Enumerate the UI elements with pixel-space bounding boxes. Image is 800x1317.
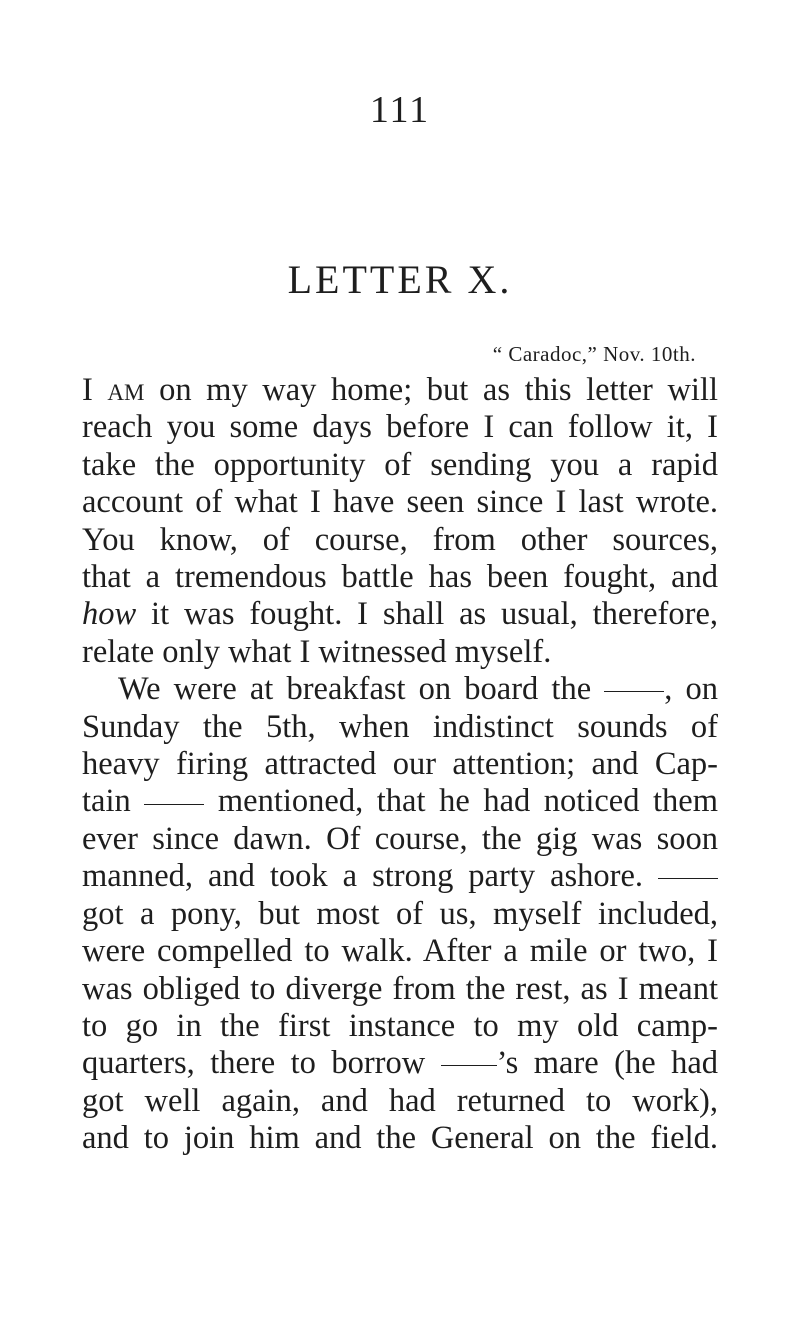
initial-cap: I xyxy=(82,372,93,408)
text-line xyxy=(82,1045,718,1082)
text-line xyxy=(82,858,718,895)
line-text: quarters, there to borrow xyxy=(82,1045,426,1082)
text-line xyxy=(82,596,718,633)
text-line: and to join him and the General on the field. xyxy=(82,1120,718,1157)
name-omission-dash xyxy=(144,804,204,805)
text-line xyxy=(82,783,718,820)
text-line: got a pony, but most of us, myself included, xyxy=(82,895,718,932)
text-line xyxy=(82,671,718,708)
text-line: relate only what I witnessed myself. xyxy=(82,633,552,670)
line-text: tain xyxy=(82,783,131,820)
italic-word: how xyxy=(82,596,137,633)
chapter-title: LETTER X. xyxy=(287,257,513,302)
line-text: ’s mare (he had xyxy=(496,1045,718,1082)
text-line: account of what I have seen since I last wrote. xyxy=(82,484,718,521)
text-line: that a tremendous battle has been fought, and xyxy=(82,559,718,596)
text-line: heavy firing attracted our attention; and Cap- xyxy=(82,746,718,783)
line-text: We were at breakfast on board the xyxy=(118,671,592,708)
name-omission-dash xyxy=(658,878,718,879)
text-line: You know, of course, from other sources, xyxy=(82,521,718,558)
text-line: take the opportunity of sending you a rapid xyxy=(82,446,718,483)
line-text: manned, and took a strong party ashore. xyxy=(82,858,644,895)
line-text: , on xyxy=(664,671,718,708)
text-line: reach you some days before I can follow it, I xyxy=(82,409,718,446)
smallcaps-word: am xyxy=(107,372,145,408)
line-text: mentioned, that he had noticed them xyxy=(217,783,718,820)
line-text: it was fought. I shall as usual, therefore, xyxy=(151,596,718,633)
name-omission-dash xyxy=(441,1065,497,1066)
text-line: ever since dawn. Of course, the gig was soon xyxy=(82,820,718,857)
page-number: 111 xyxy=(369,89,431,131)
text-line: Sunday the 5th, when indistinct sounds of xyxy=(82,708,718,745)
line-text: on my way home; but as this letter will xyxy=(159,372,718,408)
text-line: to go in the first instance to my old camp- xyxy=(82,1007,718,1044)
text-line: got well again, and had returned to work), xyxy=(82,1082,718,1119)
dateline: “ Caradoc,” Nov. 10th. xyxy=(492,342,696,366)
name-omission-dash xyxy=(604,691,664,692)
text-line xyxy=(82,372,718,409)
body-text xyxy=(82,372,718,1158)
text-line: were compelled to walk. After a mile or two, I xyxy=(82,933,718,970)
text-line: was obliged to diverge from the rest, as I meant xyxy=(82,970,718,1007)
